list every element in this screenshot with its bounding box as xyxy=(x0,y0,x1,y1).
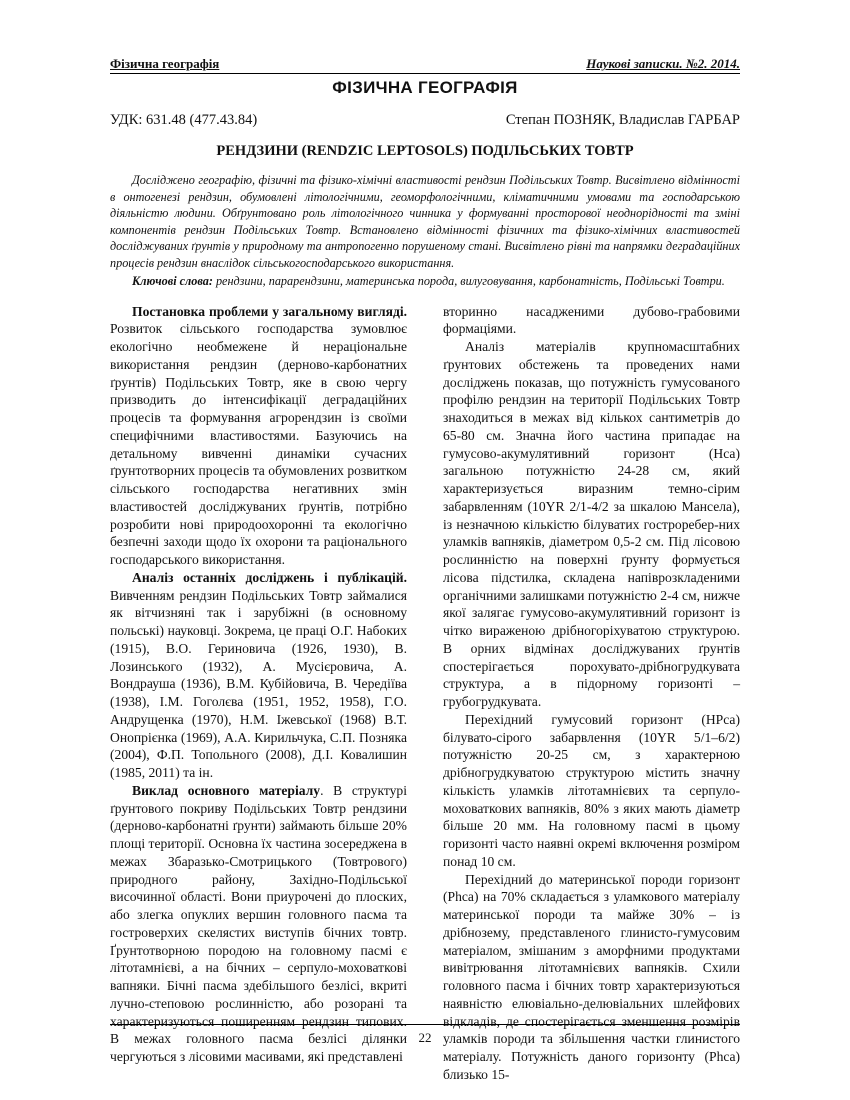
header-section-name: Фізична географія xyxy=(110,56,220,71)
meta-row xyxy=(110,112,740,129)
heading-problem-statement: Постановка проблеми у загальному вигляді. xyxy=(132,303,407,319)
keywords-text: рендзини, парарендзини, материнська порода, вилуговування, карбонатність, Подільські Товтри. xyxy=(212,273,725,288)
article-title: РЕНДЗИНИ (RENDZIC LEPTOSOLS) ПОДІЛЬСЬКИХ ТОВТР xyxy=(216,143,634,159)
keywords xyxy=(110,273,740,289)
paragraph-problem-statement xyxy=(110,303,407,569)
running-header xyxy=(110,56,740,74)
heading-main-material: Виклад основного матеріалу xyxy=(132,782,321,798)
footer-rule xyxy=(110,1024,740,1025)
paragraph-humus-profile: Аналіз матеріалів крупномасштабних ґрунтових обстежень та проведених нами досліджень показав, що потужність гумусованого профілю рендзин на території Подільських Товтр знаходиться в межах від кількох сантиметрів до 65-80 см. Значна його частина припадає на гумусово-акумулятивний горизонт (Нса) загальною потужністю 24-28 см, який характеризується виразним темно-сірим забарвленням (10YR 2/1-4/2 за шкалою Мансела), із незначною кількістю білуватих гостроребер-них уламків вапняків, діаметром 0,5-2 см. Під лісовою рослинністю на поверхні ґрунту формується лісова підстилка, складена напіврозкладеними органічними залишками потужністю 2-4 см, нижче якої залягає гумусово-акумулятивний горизонт із чітко вираженою дрібногоріхуватою структурою. В орних відмінах досліджуваних ґрунтів спостерігається порохувато-дрібногрудкувата структура, а в підорному горизонті – грубогрудкувата. xyxy=(443,339,740,710)
paragraph-continuation: вторинно насадженими дубово-грабовими формаціями. xyxy=(443,303,740,337)
paragraph-transitional-horizon: Перехідний гумусовий горизонт (НРса) білувато-сірого забарвлення (10YR 5/1–6/2) потужністю 20-25 см, з характерною дрібногрудкуватою структурою містить значну кількість уламків літотамнієвих та серпуло-моховаткових вапняків, 80% з яких мають діаметр більше 20 мм. На головному пасмі в цьому горизонті часто наявні окремі включення розміром понад 10 см. xyxy=(443,711,740,869)
left-column xyxy=(110,303,407,1084)
body-columns xyxy=(110,303,740,1084)
heading-literature-review: Аналіз останніх досліджень і публікацій. xyxy=(132,569,407,585)
paragraph-literature-review xyxy=(110,569,407,782)
abstract: Досліджено географію, фізичні та фізико-хімічні властивості рендзин Подільських Товтр. Висвітлено відмінності в онтогенезі рендзин, обумовлені літологічними, геоморфологічними, кліматичними умовами та господарською діяльністю людини. Обґрунтовано роль літологічного чинника у формуванні просторової неоднорідності та зміні компонентів рендзин Подільських Товтр. Встановлено відмінності фізичних та фізико-хімічних властивостей досліджуваних ґрунтів у природному та антропогенно порушеному стані. Висвітлено рівні та напрямки деградаційних процесів рендзин внаслідок сільськогосподарського використання. xyxy=(110,173,740,270)
paragraph-parent-rock-horizon: Перехідний до материнської породи горизонт (Phca) на 70% складається з уламкового матеріалу материнської породи та майже 30% – із дрібнозему, представленого глинисто-гумусовим матеріалом, змішаним з аморфними продуктами вивітрювання літотамнієвих вапняків. Схили головного пасма і бічних товтр характеризуються наявністю елювіально-делювіальних шлейфових відкладів, де спостерігається зменшення розмірів уламків породи та збільшення частки глинистого матеріалу. Потужність даного горизонту (Phca) близько 15- xyxy=(443,871,740,1082)
right-column xyxy=(443,303,740,1084)
text-literature-review: Вивченням рендзин Подільських Товтр займалися як вітчизняні так і зарубіжні (в основному польські) науковці. Зокрема, це праці О.Г. Набоких (1915), В.О. Гериновича (1926, 1930), В. Лозинського (1932), А. Мусієровича, А. Вондрауша (1936), В.М. Кубійовича, В. Чередіїва (1938), І.М. Гоголєва (1951, 1952, 1958), Г.О. Андрущенка (1970), Н.М. Іжевської (1968) В.Т. Онопрієнка (1969), А.А. Кирильчука, С.П. Позняка (2004), Ф.П. Топольного (2008), Д.І. Ковалишин (1985, 2011) та ін. xyxy=(110,587,407,781)
section-title: ФІЗИЧНА ГЕОГРАФІЯ xyxy=(332,78,518,97)
keywords-label: Ключові слова: xyxy=(132,273,213,288)
page xyxy=(110,56,740,1084)
udc-code: УДК: 631.48 (477.43.84) xyxy=(110,112,258,128)
text-problem-statement: Розвиток сільського господарства зумовлює екологічно необмежене й нераціональне використання рендзин (дерново-карбонатних ґрунтів) Подільських Товтр, яке в свою чергу призводить до інтенсифікації деградаційних процесів та формування агрорендзин із своїми специфічними властивостями. Базуючись на детальному вивченні динаміки сучасних ґрунтотворних процесів та обумовлених розвитком сільського господарства негативних змін властивостей досліджуваних ґрунтів, потрібно розробити нові природоохоронні та екологічно безпечні заходи щодо їх охорони та раціонального господарського використання. xyxy=(110,321,407,568)
page-number: 22 xyxy=(418,1030,432,1045)
header-journal-issue: Наукові записки. №2. 2014. xyxy=(586,56,740,71)
text-main-material: . В структурі ґрунтового покриву Подільських Товтр рендзини (дерново-карбонатні ґрунти) займають більше 20% площі території. Основна їх частина зосереджена в межах Збаразько-Смотрицького (Товтрового) природного району, Західно-Подільської височинної області. Вони приурочені до плоских, або злегка опуклих вершин головного пасма та гостроверхих скелястих виступів бічних товтр. Ґрунтотворною породою на головному пасмі є літотамнієві, а на бічних – серпуло-моховаткові вапняки. Бічні пасма здебільшого безлісі, вкриті лучно-степовою рослинністю, або розорані та характеризуються поширенням рендзин типових. В межах головного пасма безлісі ділянки чергуються з лісовими масивами, які представлені xyxy=(110,782,407,1065)
authors: Степан ПОЗНЯК, Владислав ГАРБАР xyxy=(505,112,740,128)
